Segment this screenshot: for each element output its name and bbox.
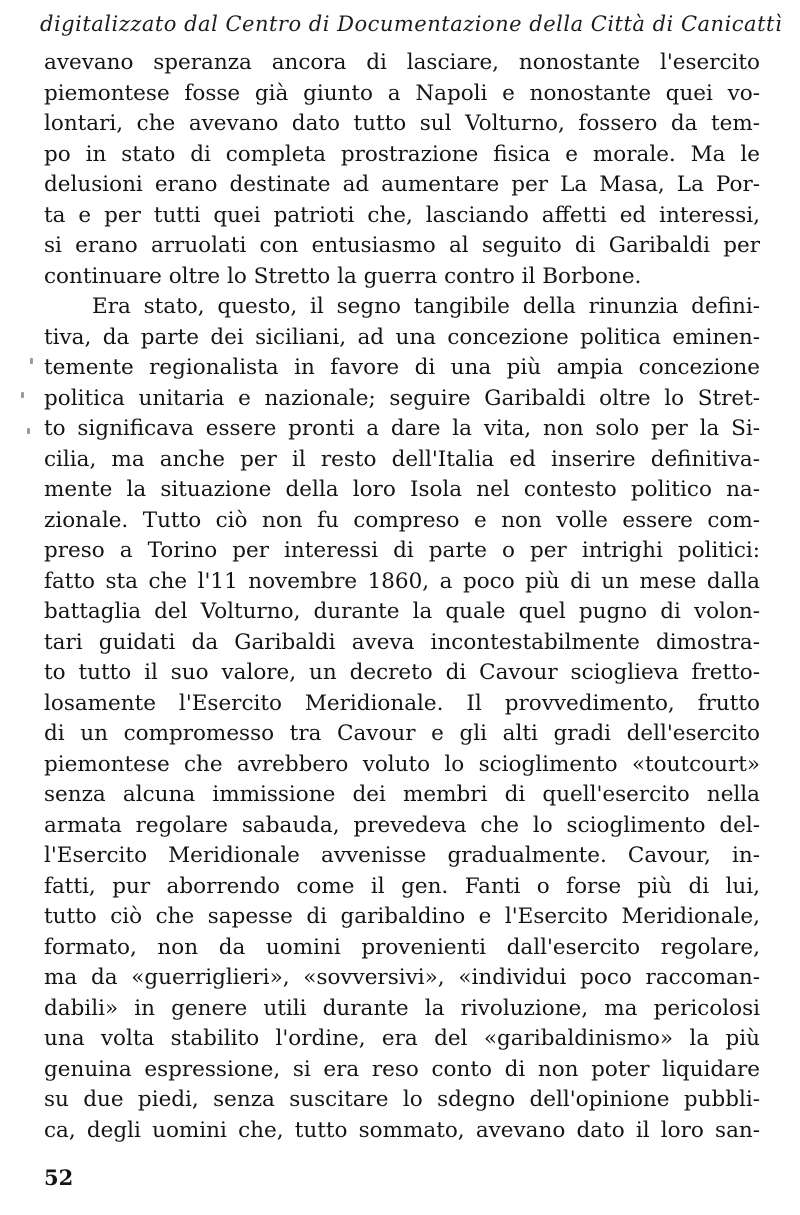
text-line: l'Esercito Meridionale avvenisse gradualmente. Cavour, in- <box>44 843 760 868</box>
text-line: fatto sta che l'11 novembre 1860, a poco più di un mese dalla <box>44 568 760 594</box>
scan-speck <box>27 428 30 434</box>
text-line: di un compromesso tra Cavour e gli alti gradi dell'esercito <box>44 721 760 746</box>
text-line: dabili» in genere utili durante la rivoluzione, ma pericolosi <box>44 995 760 1021</box>
text-line: Era stato, questo, il segno tangibile della rinunzia defini- <box>92 294 760 319</box>
text-line: politica unitaria e nazionale; seguire Garibaldi oltre lo Stret- <box>44 385 760 411</box>
paragraph-2 <box>44 292 760 1146</box>
text-line: una volta stabilito l'ordine, era del «garibaldinismo» la più <box>44 1026 760 1051</box>
text-line: continuare oltre lo Stretto la guerra contro il Borbone. <box>44 263 642 289</box>
text-line: formato, non da uomini provenienti dall'esercito regolare, <box>44 934 760 960</box>
text-line: fatti, pur aborrendo come il gen. Fanti o forse più di lui, <box>44 873 760 899</box>
text-line: temente regionalista in favore di una più ampia concezione <box>44 355 760 380</box>
scan-speck <box>30 358 33 364</box>
text-line: ca, degli uomini che, tutto sommato, avevano dato il loro san- <box>44 1117 760 1143</box>
text-line: battaglia del Volturno, durante la quale quel pugno di volon- <box>44 599 760 624</box>
text-line: mente la situazione della loro Isola nel contesto politico na- <box>44 477 760 502</box>
text-line: tari guidati da Garibaldi aveva incontestabilmente dimostra- <box>44 629 760 655</box>
text-line: ta e per tutti quei patrioti che, lasciando affetti ed interessi, <box>44 202 760 228</box>
text-line: su due piedi, senza suscitare lo sdegno dell'opinione pubbli- <box>44 1087 760 1112</box>
text-line: zionale. Tutto ciò non fu compreso e non volle essere com- <box>44 507 760 533</box>
text-line: to significava essere pronti a dare la vita, non solo per la Si- <box>44 416 760 441</box>
text-line: cilia, ma anche per il resto dell'Italia ed inserire definitiva- <box>44 446 760 472</box>
text-line: armata regolare sabauda, prevedeva che lo scioglimento del- <box>44 812 760 838</box>
text-line: genuina espressione, si era reso conto di non poter liquidare <box>44 1056 760 1082</box>
text-line: ma da «guerriglieri», «sovversivi», «individui poco raccoman- <box>44 965 760 990</box>
text-line: tiva, da parte dei siciliani, ad una concezione politica eminen- <box>44 324 760 350</box>
body-text <box>44 48 760 1146</box>
text-line: losamente l'Esercito Meridionale. Il provvedimento, frutto <box>44 690 760 716</box>
text-line: senza alcuna immissione dei membri di quell'esercito nella <box>44 782 760 807</box>
text-line: piemontese che avrebbero voluto lo scioglimento «toutcourt» <box>44 751 760 777</box>
text-line: po in stato di completa prostrazione fisica e morale. Ma le <box>44 141 760 167</box>
page-number: 52 <box>44 1165 74 1190</box>
text-line: avevano speranza ancora di lasciare, nonostante l'esercito <box>44 50 760 75</box>
text-line: si erano arruolati con entusiasmo al seguito di Garibaldi per <box>44 233 760 258</box>
text-line: preso a Torino per interessi di parte o per intrighi politici: <box>44 538 760 563</box>
text-line: lontari, che avevano dato tutto sul Volturno, fossero da tem- <box>44 111 760 136</box>
text-line: to tutto il suo valore, un decreto di Cavour scioglieva fretto- <box>44 660 760 685</box>
text-line: piemontese fosse già giunto a Napoli e nonostante quei vo- <box>44 80 760 106</box>
paragraph-1 <box>44 48 760 292</box>
text-line: tutto ciò che sapesse di garibaldino e l'Esercito Meridionale, <box>44 904 760 929</box>
scan-speck <box>21 392 24 398</box>
text-line: delusioni erano destinate ad aumentare per La Masa, La Por- <box>44 172 760 197</box>
digitization-watermark: digitalizzato dal Centro di Documentazione della Città di Canicattì <box>40 12 783 36</box>
